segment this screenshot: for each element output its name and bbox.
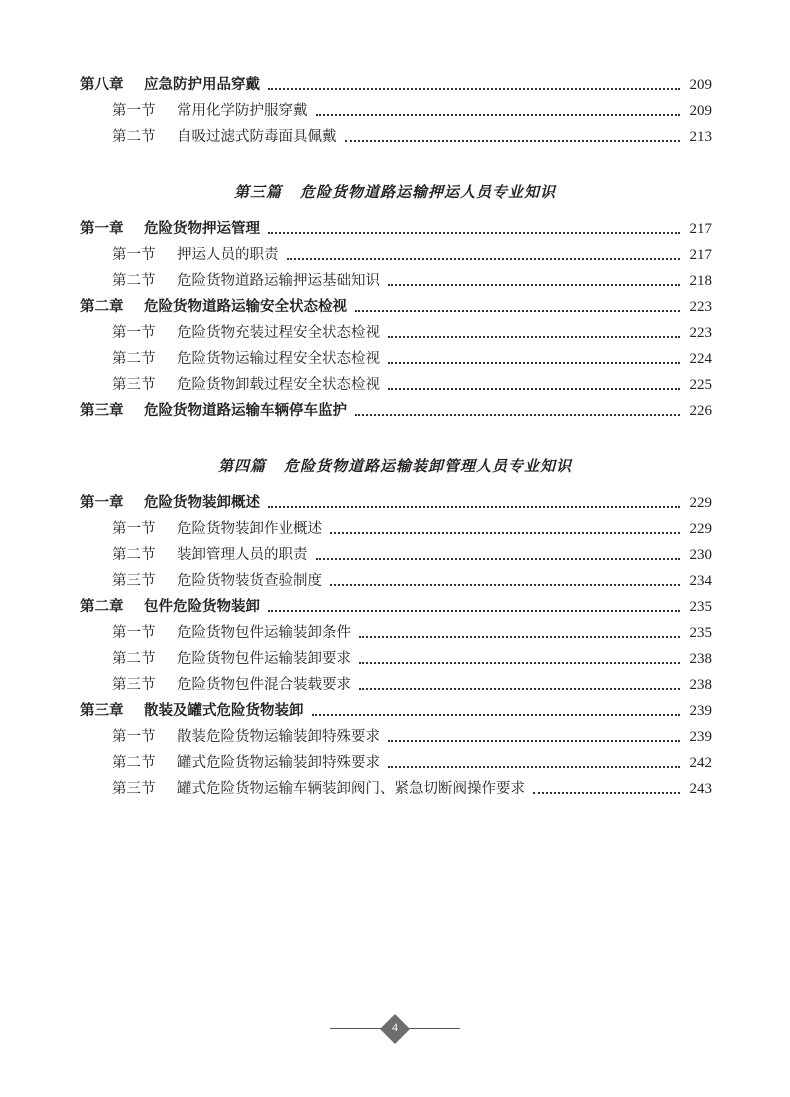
part-heading [0,455,790,481]
section-title: 常用化学防护服穿戴 [177,103,308,119]
page-ref: 224 [689,351,712,367]
leader-dots [355,310,680,312]
chapter-title: 应急防护用品穿戴 [144,77,260,93]
section-label: 第一节 [112,625,156,641]
section-title: 危险货物装卸作业概述 [177,521,322,537]
page-ref: 217 [689,221,712,237]
page-ref: 213 [689,129,712,145]
section-label: 第二节 [112,273,156,289]
section-title: 自吸过滤式防毒面具佩戴 [177,129,337,145]
section-title: 危险货物道路运输押运基础知识 [177,273,380,289]
leader-dots [316,558,681,560]
section-label: 第一节 [112,103,156,119]
leader-dots [388,388,680,390]
toc-section-row[interactable] [0,373,790,397]
page-number: 4 [392,1020,398,1034]
chapter-title: 危险货物道路运输安全状态检视 [144,299,347,315]
part-label: 第四篇 [217,457,266,475]
section-title: 危险货物包件运输装卸要求 [177,651,351,667]
toc-section-row[interactable] [0,725,790,749]
section-label: 第三节 [112,377,156,393]
leader-dots [355,414,680,416]
toc-chapter-row[interactable] [0,399,790,423]
leader-dots [345,140,681,142]
chapter-label: 第一章 [80,221,124,237]
toc-section-row[interactable] [0,569,790,593]
toc-section-row[interactable] [0,125,790,149]
toc-section-row[interactable] [0,99,790,123]
page-ref: 235 [689,599,712,615]
page-ref: 238 [689,677,712,693]
leader-dots [388,284,680,286]
toc-section-row[interactable] [0,517,790,541]
toc-chapter-row[interactable] [0,217,790,241]
section-title: 押运人员的职责 [177,247,279,263]
leader-dots [312,714,681,716]
leader-dots [268,88,680,90]
toc-chapter-row[interactable] [0,699,790,723]
section-title: 危险货物包件运输装卸条件 [177,625,351,641]
part-label: 第三篇 [233,183,282,201]
leader-dots [268,610,680,612]
page-ref: 223 [689,325,712,341]
leader-dots [316,114,681,116]
part-title: 危险货物道路运输装卸管理人员专业知识 [284,457,573,475]
leader-dots [268,506,680,508]
part-heading [0,181,790,207]
toc-section-row[interactable] [0,751,790,775]
page-ref: 209 [689,103,712,119]
section-label: 第三节 [112,781,156,797]
page-ref: 239 [689,729,712,745]
section-label: 第一节 [112,521,156,537]
section-label: 第二节 [112,651,156,667]
leader-dots [359,662,680,664]
leader-dots [359,688,680,690]
page-ref: 229 [689,495,712,511]
toc-section-row[interactable] [0,543,790,567]
page-ref: 243 [689,781,712,797]
page-ref: 225 [689,377,712,393]
section-label: 第三节 [112,573,156,589]
leader-dots [330,532,680,534]
page-ref: 226 [689,403,712,419]
leader-dots [388,740,680,742]
chapter-label: 第二章 [80,599,124,615]
section-label: 第二节 [112,129,156,145]
toc-section-row[interactable] [0,673,790,697]
section-title: 罐式危险货物运输车辆装卸阀门、紧急切断阀操作要求 [177,781,525,797]
toc-chapter-row[interactable] [0,595,790,619]
page-footer [330,1013,460,1045]
toc-section-row[interactable] [0,777,790,801]
page-ref: 217 [689,247,712,263]
page-ref: 235 [689,625,712,641]
footer-rule-left [330,1028,382,1029]
page-ref: 209 [689,77,712,93]
page-ref: 223 [689,299,712,315]
toc-chapter-row[interactable] [0,491,790,515]
chapter-title: 包件危险货物装卸 [144,599,260,615]
chapter-title: 危险货物押运管理 [144,221,260,237]
section-label: 第二节 [112,547,156,563]
page-ref: 239 [689,703,712,719]
toc-chapter-row[interactable] [0,73,790,97]
page-ref: 229 [689,521,712,537]
section-title: 危险货物充装过程安全状态检视 [177,325,380,341]
section-label: 第一节 [112,729,156,745]
leader-dots [268,232,680,234]
page-ref: 234 [689,573,712,589]
section-label: 第三节 [112,677,156,693]
footer-rule-right [408,1028,460,1029]
section-label: 第二节 [112,351,156,367]
leader-dots [359,636,680,638]
chapter-label: 第三章 [80,703,124,719]
section-title: 散装危险货物运输装卸特殊要求 [177,729,380,745]
section-label: 第二节 [112,755,156,771]
toc-section-row[interactable] [0,321,790,345]
section-title: 危险货物卸载过程安全状态检视 [177,377,380,393]
page-ref: 238 [689,651,712,667]
part-title: 危险货物道路运输押运人员专业知识 [300,183,557,201]
leader-dots [388,766,680,768]
page-ref: 230 [689,547,712,563]
section-title: 危险货物包件混合装载要求 [177,677,351,693]
toc-section-row[interactable] [0,243,790,267]
toc-section-row[interactable] [0,269,790,293]
chapter-label: 第二章 [80,299,124,315]
section-label: 第一节 [112,325,156,341]
toc-section-row[interactable] [0,347,790,371]
leader-dots [388,362,680,364]
leader-dots [388,336,680,338]
leader-dots [330,584,680,586]
chapter-label: 第八章 [80,77,124,93]
chapter-label: 第三章 [80,403,124,419]
chapter-label: 第一章 [80,495,124,511]
section-title: 危险货物装货查验制度 [177,573,322,589]
page-ref: 218 [689,273,712,289]
page-ref: 242 [689,755,712,771]
toc-section-row[interactable] [0,647,790,671]
leader-dots [533,792,680,794]
toc-section-row[interactable] [0,621,790,645]
section-title: 危险货物运输过程安全状态检视 [177,351,380,367]
chapter-title: 散装及罐式危险货物装卸 [144,703,304,719]
section-title: 罐式危险货物运输装卸特殊要求 [177,755,380,771]
chapter-title: 危险货物装卸概述 [144,495,260,511]
section-title: 装卸管理人员的职责 [177,547,308,563]
chapter-title: 危险货物道路运输车辆停车监护 [144,403,347,419]
leader-dots [287,258,681,260]
section-label: 第一节 [112,247,156,263]
toc-chapter-row[interactable] [0,295,790,319]
